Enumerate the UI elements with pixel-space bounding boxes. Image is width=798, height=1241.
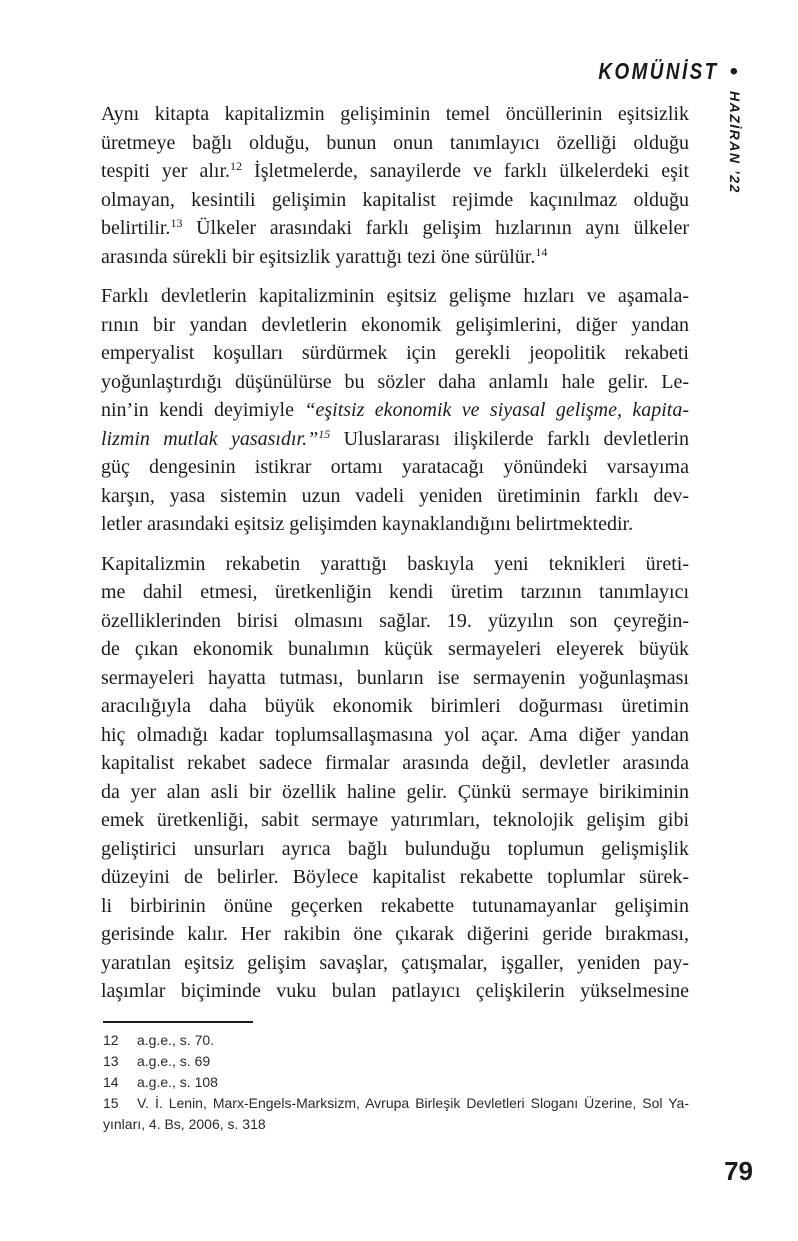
footnote-reference: 15 (318, 426, 331, 441)
footnote-number: 13 (103, 1053, 119, 1069)
text-line (101, 635, 689, 664)
text-line (101, 186, 689, 215)
text-segment: lizmin mutlak yasasıdır.” (101, 427, 319, 450)
text-line (101, 339, 689, 368)
footnote-number: 14 (103, 1074, 119, 1090)
text-segment: nin’in kendi deyimiyle (101, 399, 305, 421)
text-segment: düzeyini de belirler. Böylece kapitalist rekabette toplumlar sürek- (101, 866, 689, 888)
text-segment: olmayan, kesintili gelişimin kapitalist rejimde kaçınılmaz olduğu (101, 188, 689, 211)
footnote-number: 12 (103, 1032, 119, 1048)
text-segment: de çıkan ekonomik bunalımın küçük sermayeleri eleyerek büyük (101, 638, 689, 660)
text-line (101, 282, 689, 311)
text-line (101, 607, 689, 636)
footnote-continuation (103, 1114, 689, 1135)
text-segment: emperyalist koşulları sürdürmek için gerekli jeopolitik rekabeti (101, 342, 689, 364)
footnotes (103, 1030, 689, 1135)
text-segment: sermayeleri hayatta tutması, bunların ise sermayenin yoğunlaşması (101, 666, 689, 689)
journal-title: KOMÜNİST (598, 58, 719, 84)
text-line (101, 396, 689, 425)
text-segment: yoğunlaştırdığı düşünülürse bu sözler daha anlamlı hale gelir. Le- (101, 370, 689, 393)
text-segment: Farklı devletlerin kapitalizminin eşitsiz gelişme hızları ve aşamala- (101, 285, 689, 307)
text-line (101, 157, 689, 186)
footnote-text: a.g.e., s. 70. (137, 1032, 215, 1048)
footnote-reference: 14 (535, 244, 548, 259)
body-text (101, 100, 689, 1006)
text-segment: belirtilir. (101, 217, 171, 239)
text-line (101, 692, 689, 721)
text-segment: letler arasındaki eşitsiz gelişimden kaynaklandığını belirtmektedir. (101, 513, 634, 535)
text-line (101, 749, 689, 778)
footnote-item (103, 1072, 689, 1093)
footnote-text: V. İ. Lenin, Marx-Engels-Marksizm, Avrupa Birleşik Devletleri Sloganı Üzerine, Sol Ya- (137, 1095, 689, 1111)
text-line (101, 920, 689, 949)
footnote-separator (103, 1021, 253, 1023)
text-segment: kapitalist rekabet sadece firmalar arasında değil, devletler arasında (101, 752, 689, 774)
text-segment: hiç olmadığı kadar toplumsallaşmasına yol açar. Ama diğer yandan (101, 723, 689, 746)
text-segment: arasında sürekli bir eşitsizlik yarattığı tezi öne sürülür. (101, 245, 536, 268)
text-line (101, 977, 689, 1006)
text-line (101, 311, 689, 340)
footnote-first-line (103, 1030, 689, 1051)
text-line (101, 368, 689, 397)
text-segment: me dahil etmesi, üretkenliğin kendi üretim tarzının tanımlayıcı (101, 581, 689, 603)
text-segment: Kapitalizmin rekabetin yarattığı baskıyla yeni teknikleri üreti- (101, 552, 689, 575)
text-line (101, 482, 689, 511)
text-segment: üretmeye bağlı olduğu, bunun onun tanımlayıcı özelliği olduğu (101, 131, 689, 154)
footnote-first-line (103, 1051, 689, 1072)
text-line (101, 835, 689, 864)
text-line (101, 892, 689, 921)
text-segment: Ülkeler arasındaki farklı gelişim hızlarının aynı ülkeler (182, 217, 689, 239)
footnote-first-line (103, 1072, 689, 1093)
footnote-text: yınları, 4. Bs, 2006, s. 318 (103, 1116, 266, 1132)
footnote-item (103, 1093, 689, 1135)
text-segment: güç dengesinin istikrar ortamı yaratacağı yönündeki varsayıma (101, 456, 689, 478)
footnote-item (103, 1051, 689, 1072)
text-segment: yaratılan eşitsiz gelişim savaşlar, çatışmalar, işgaller, yeniden pay- (101, 951, 689, 974)
text-segment: li birbirinin önüne geçerken rekabette tutunamayanlar gelişimin (101, 894, 689, 917)
text-line (101, 863, 689, 892)
text-segment: laşımlar biçiminde vuku bulan patlayıcı çelişkilerin yükselmesine (101, 980, 689, 1002)
text-segment: İşletmelerde, sanayilerde ve farklı ülkelerdeki eşit (242, 160, 689, 182)
text-segment: karşın, yasa sistemin uzun vadeli yeniden üretiminin farklı dev- (101, 484, 689, 507)
issue-label: HAZİRAN ’22 (727, 91, 743, 194)
text-line (101, 243, 689, 272)
footnote-item (103, 1030, 689, 1051)
text-line (101, 100, 689, 129)
footnote-first-line (103, 1093, 689, 1114)
text-segment: tespiti yer alır. (101, 160, 231, 182)
text-segment: da yer alan asli bir özellik haline gelir. Çünkü sermaye birikiminin (101, 780, 689, 803)
text-line (101, 214, 689, 243)
text-segment: “eşitsiz ekonomik ve siyasal gelişme, kapita- (304, 399, 689, 421)
text-line (101, 129, 689, 158)
text-line (101, 453, 689, 482)
text-line (101, 664, 689, 693)
footnote-text: a.g.e., s. 108 (137, 1074, 218, 1090)
text-segment: geliştirici unsurları ayrıca bağlı bulunduğu toplumun gelişmişlik (101, 837, 689, 860)
footnote-reference: 12 (230, 159, 243, 173)
text-line (101, 778, 689, 807)
text-line (101, 550, 689, 579)
paragraph (101, 282, 689, 539)
text-segment: özelliklerinden birisi olmasını sağlar. 19. yüzyılın son çeyreğin- (101, 609, 689, 632)
paragraph (101, 550, 689, 1006)
text-line (101, 949, 689, 978)
footnote-reference: 13 (170, 216, 183, 230)
paragraph (101, 100, 689, 271)
text-segment: gerisinde kalır. Her rakibin öne çıkarak diğerini geride bırakması, (101, 923, 689, 945)
footnote-number: 15 (103, 1095, 119, 1111)
page-number: 79 (724, 1156, 753, 1186)
text-line (101, 510, 689, 539)
text-segment: aracılığıyla daha büyük ekonomik birimleri doğurması üretimin (101, 695, 689, 717)
text-line (101, 578, 689, 607)
text-line (101, 425, 689, 454)
text-line (101, 721, 689, 750)
text-line (101, 806, 689, 835)
text-segment: Aynı kitapta kapitalizmin gelişiminin temel öncüllerinin eşitsizlik (101, 103, 689, 125)
bullet-icon: • (729, 57, 738, 85)
text-segment: Uluslararası ilişkilerde farklı devletlerin (330, 427, 689, 450)
text-segment: emek üretkenliği, sabit sermaye yatırımları, teknolojik gelişim gibi (101, 809, 689, 831)
text-segment: rının bir yandan devletlerin ekonomik gelişimlerini, diğer yandan (101, 313, 689, 336)
running-head (572, 58, 738, 85)
footnote-text: a.g.e., s. 69 (137, 1053, 211, 1069)
